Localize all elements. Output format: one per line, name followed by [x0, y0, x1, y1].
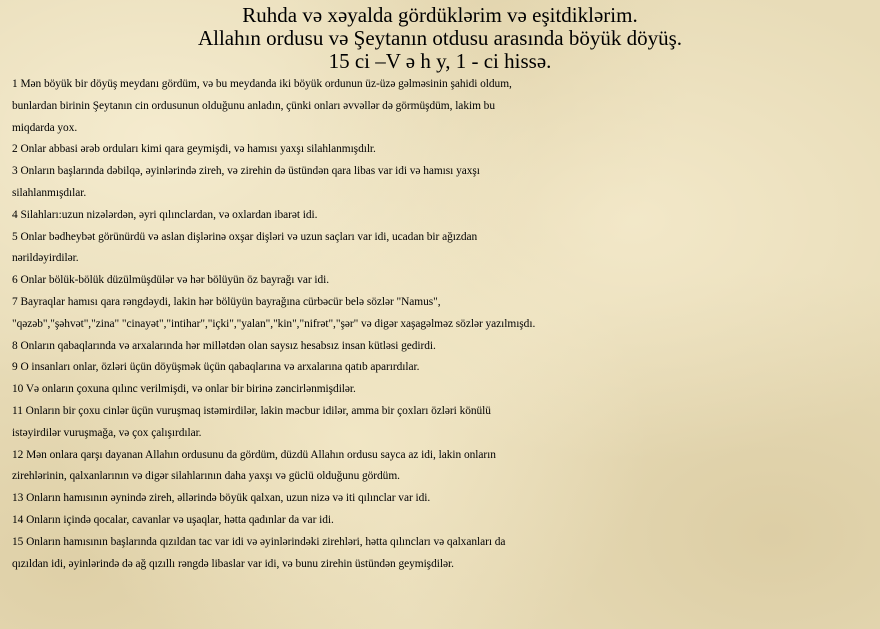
text-line: miqdarda yox.: [12, 121, 78, 134]
title-line-3: 15 ci –V ə h y, 1 - ci hissə.: [328, 49, 552, 73]
verse-list: [0, 74, 880, 575]
text-line: nərildəyirdilər.: [12, 252, 79, 265]
text-line: 15 Onların hamısının başlarında qızıldan tac var idi və əyinlərindəki zirehləri, hətta qılıncları və qalxanları da: [12, 535, 506, 548]
text-line: 6 Onlar bölük-bölük düzülmüşdülər və hər bölüyün öz bayrağı var idi.: [12, 274, 330, 287]
text-line: 7 Bayraqlar hamısı qara rəngdəydi, lakin hər bölüyün bayrağına cürbəcür belə sözlər "Namus",: [12, 295, 441, 308]
document-header: [0, 0, 880, 73]
text-line: istəyirdilər vuruşmağa, və çox çalışırdılar.: [12, 426, 202, 439]
text-line: 10 Və onların çoxuna qılınc verilmişdi, və onlar bir birinə zəncirlənmişdilər.: [12, 383, 356, 396]
text-line: 2 Onlar abbasi ərəb orduları kimi qara geymişdi, və hamısı yaxşı silahlanmışdılr.: [12, 143, 376, 156]
text-line: 13 Onların hamısının əynində zireh, əllərində böyük qalxan, uzun nizə və iti qılınclar var idi.: [12, 492, 431, 505]
text-line: 1 Mən böyük bir döyüş meydanı gördüm, və bu meydanda iki böyük ordunun üz-üzə gəlməsinin şahidi oldum,: [12, 78, 512, 90]
text-line: 11 Onların bir çoxu cinlər üçün vuruşmaq istəmirdilər, lakin məcbur idilər, amma bir çoxları özləri könülü: [12, 404, 491, 417]
text-line: 3 Onların başlarında dəbilqə, əyinlərində zireh, və zirehin də üstündən qara libas var idi və hamısı yaxşı: [12, 165, 480, 178]
text-line: 12 Mən onlara qarşı dayanan Allahın ordusunu da gördüm, düzdü Allahın ordusu sayca az idi, lakin onların: [12, 448, 496, 461]
text-line: "qəzəb","şəhvət","zina" "cinayət","intihar","içki","yalan","kin","nifrət","şər" və digər xaşagəlməz sözlər yazılmışdı.: [12, 317, 536, 330]
text-line: silahlanmışdılar.: [12, 186, 87, 199]
title-line-1: Ruhda və xəyalda gördüklərim və eşitdiklərim.: [242, 3, 638, 27]
text-line: 5 Onlar bədheybət görünürdü və aslan dişlərinə oxşar dişləri və uzun saçları var idi, ucadan bir ağızdan: [12, 230, 478, 243]
text-line: zirehlərinin, qalxanlarının və digər silahlarının daha yaxşı və güclü olduğunu gördüm.: [12, 470, 400, 483]
text-line: qızıldan idi, əyinlərində də ağ qızıllı rəngdə libaslar var idi, və bunu zirehin üstündən geymişdilər.: [12, 557, 454, 570]
text-line: 14 Onların içində qocalar, cavanlar və uşaqlar, hətta qadınlar da var idi.: [12, 513, 334, 526]
title-line-2: Allahın ordusu və Şeytanın otdusu arasında böyük döyüş.: [197, 26, 683, 50]
text-line: 9 O insanları onlar, özləri üçün döyüşmək üçün qabaqlarına və arxalarına qatıb aparırdılar.: [12, 361, 420, 374]
text-line: 4 Silahları:uzun nizələrdən, əyri qılınclardan, və oxlardan ibarət idi.: [12, 208, 318, 221]
text-line: bunlardan birinin Şeytanın cin ordusunun olduğunu anladın, çünki onları əvvəllər də görmüşdüm, lakim bu: [12, 99, 495, 112]
text-line: 8 Onların qabaqlarında və arxalarında hər millətdən olan saysız hesabsız insan kütləsi gedirdi.: [12, 339, 436, 352]
